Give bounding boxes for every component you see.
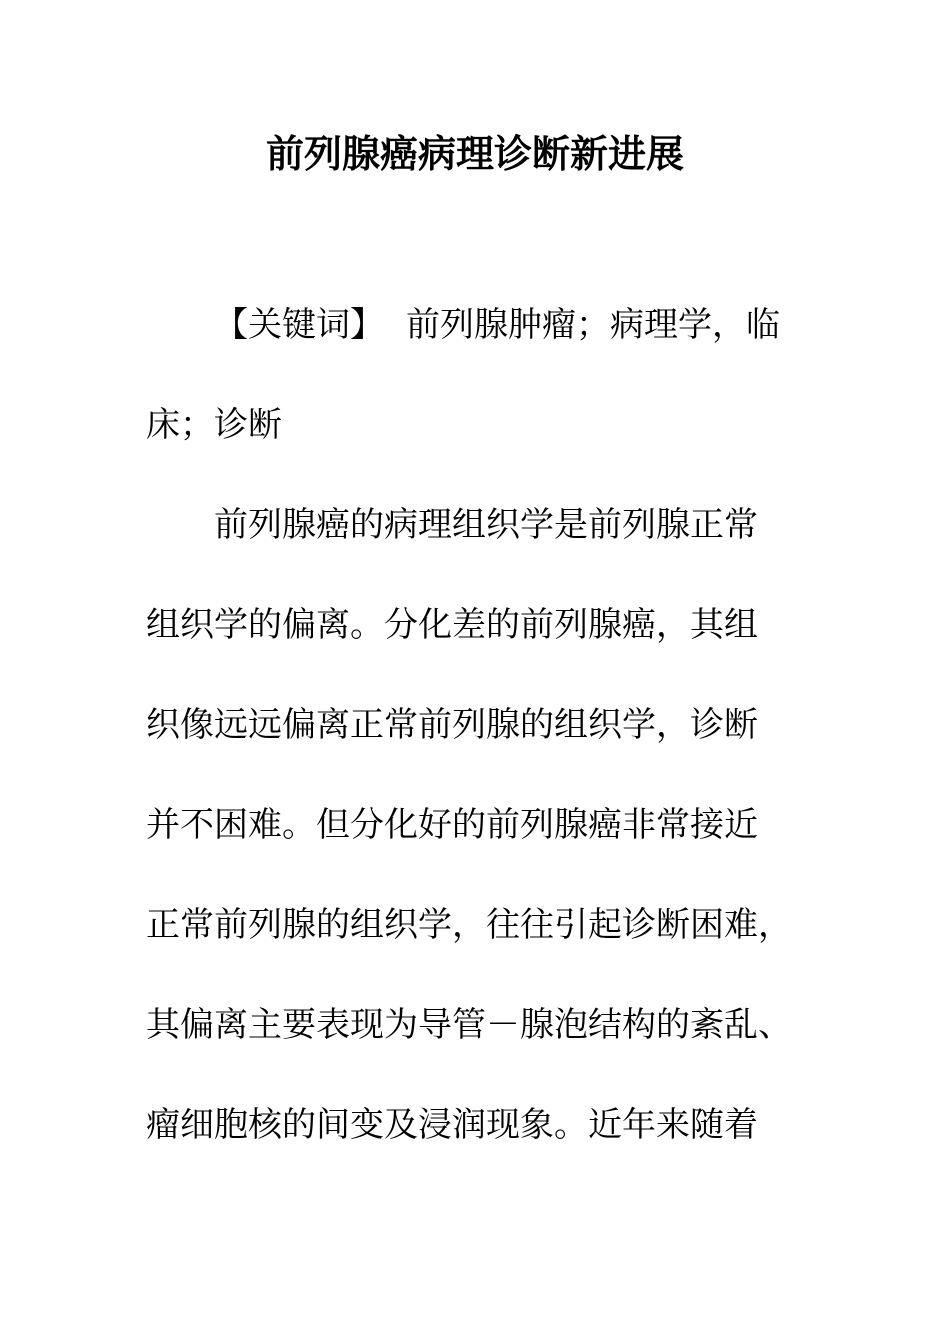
paragraph-line: 前列腺癌的病理组织学是前列腺正常 (214, 505, 758, 545)
paragraph-line: 瘤细胞核的间变及浸润现象。近年来随着 (146, 1105, 758, 1145)
keywords-line (214, 301, 780, 349)
paragraph-line: 其偏离主要表现为导管－腺泡结构的紊乱、 (146, 1005, 792, 1045)
keywords-label: 【关键词】 (214, 305, 384, 345)
paragraph-line: 并不困难。但分化好的前列腺癌非常接近 (146, 805, 758, 845)
document-title: 前列腺癌病理诊断新进展 (265, 131, 684, 176)
keywords-text-1: 前列腺肿瘤；病理学，临 (406, 305, 780, 345)
paragraph-line: 织像远远偏离正常前列腺的组织学，诊断 (146, 705, 758, 745)
paragraph-line: 组织学的偏离。分化差的前列腺癌，其组 (146, 605, 758, 645)
paragraph-line: 正常前列腺的组织学，往往引起诊断困难， (146, 905, 792, 945)
keywords-text-2: 床；诊断 (146, 405, 282, 445)
